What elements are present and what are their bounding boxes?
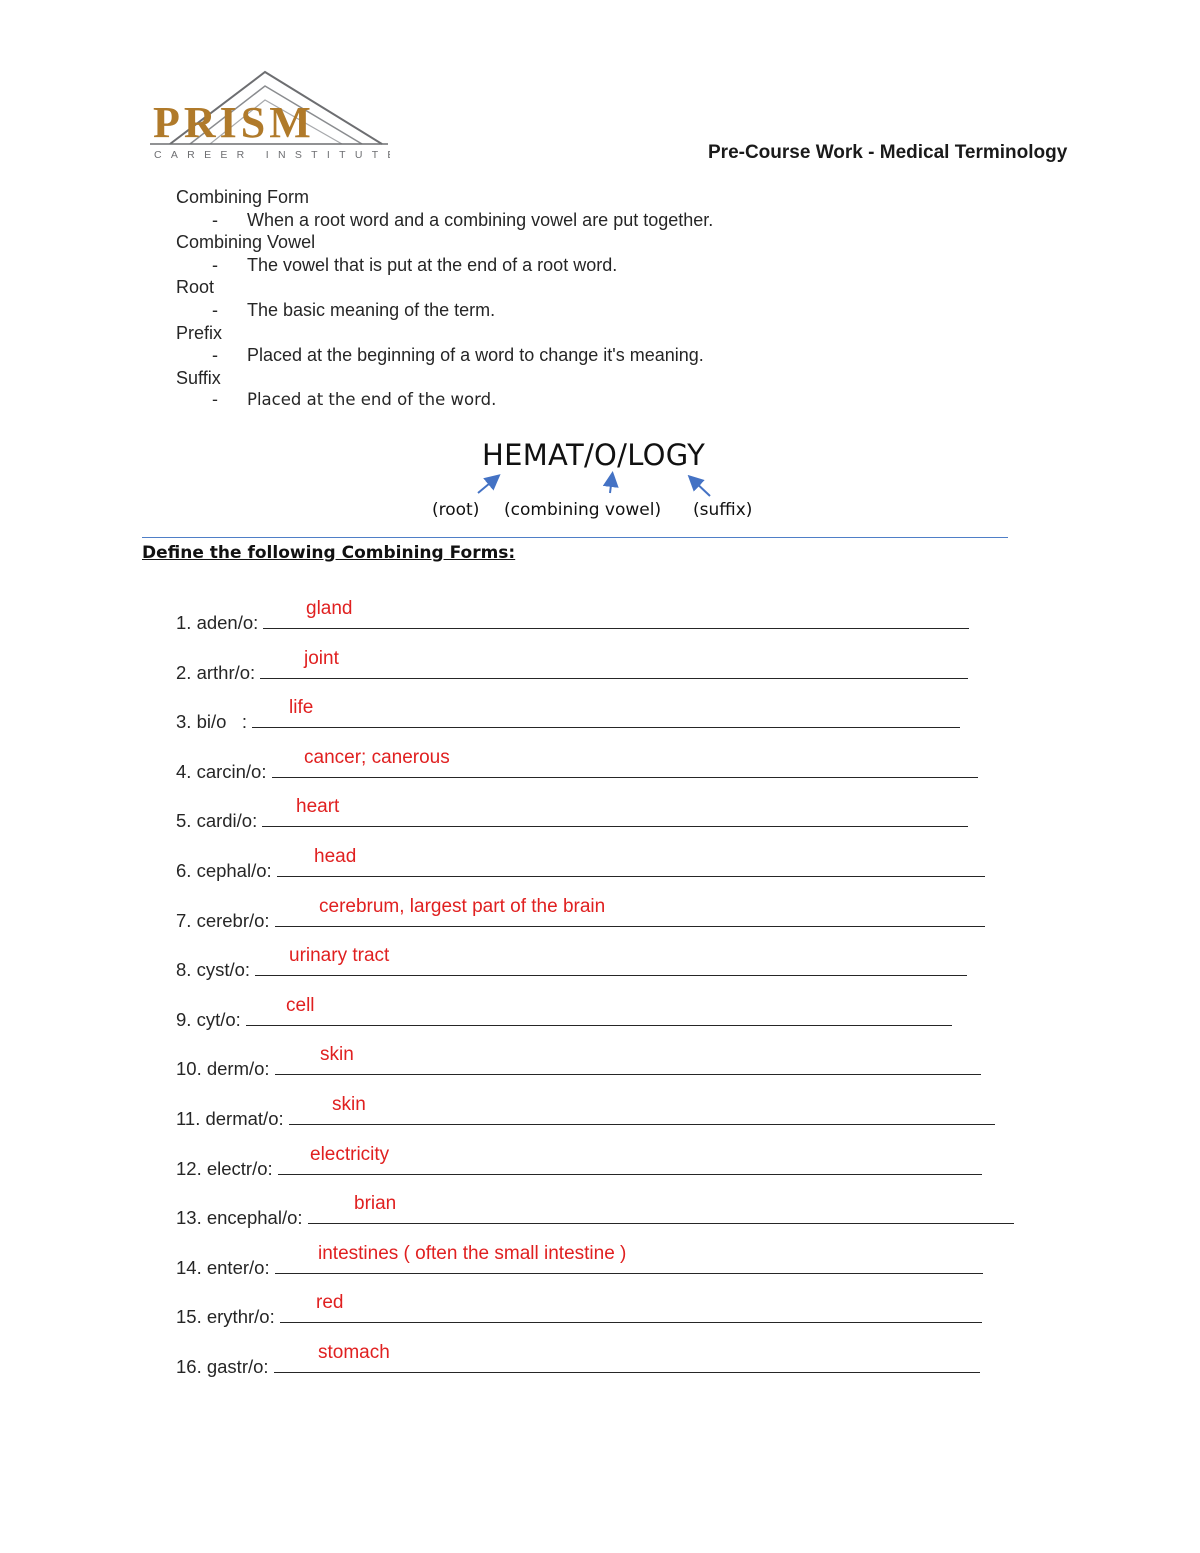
item-answer: urinary tract: [289, 945, 390, 967]
svg-text:PRISM: PRISM: [153, 98, 315, 147]
combining-forms-list: [176, 598, 1076, 1404]
item-question: 12. electr/o:: [176, 1157, 278, 1179]
def-dash: -: [212, 299, 218, 320]
item-question: 13. encephal/o:: [176, 1207, 308, 1229]
item-line: [176, 1106, 995, 1130]
item-line: [176, 1156, 982, 1180]
svg-text:CAREER INSTITUTE: CAREER INSTITUTE: [154, 149, 390, 161]
item-answer: intestines ( often the small intestine ): [318, 1242, 627, 1264]
def-dash: -: [212, 345, 218, 366]
answer-blank: [308, 1205, 1014, 1224]
item-answer: skin: [320, 1044, 354, 1066]
arrow-icon: [692, 479, 710, 496]
word-part-diagram: [420, 438, 780, 528]
def-term: Combining Form: [176, 187, 310, 207]
item-answer: gland: [306, 598, 353, 619]
def-text: Placed at the beginning of a word to change it's meaning.: [247, 345, 704, 366]
def-line: [176, 254, 618, 277]
item-question: 5. cardi/o:: [176, 810, 263, 832]
list-item: [176, 1242, 1076, 1305]
item-question: 2. arthr/o:: [176, 661, 261, 683]
item-line: [176, 759, 978, 783]
list-item: [176, 796, 1076, 858]
item-answer: cancer; canerous: [304, 746, 450, 768]
section-heading: Define the following Combining Forms:: [142, 543, 516, 563]
def-line: [176, 389, 497, 412]
arrow-icon: [610, 477, 612, 493]
item-answer: red: [316, 1292, 344, 1314]
def-text: When a root word and a combining vowel are put together.: [247, 209, 714, 230]
def-term: Root: [176, 277, 215, 298]
item-answer: cerebrum, largest part of the brain: [319, 895, 606, 917]
page-title: Pre-Course Work - Medical Terminology: [708, 142, 1068, 163]
list-item: [176, 845, 1076, 908]
item-question: 7. cerebr/o:: [176, 909, 275, 931]
item-question: 3. bi/o :: [176, 711, 253, 733]
def-dash: -: [212, 209, 218, 230]
item-question: 9. cyt/o:: [176, 1008, 246, 1030]
def-line: [176, 209, 714, 232]
item-answer: electricity: [310, 1143, 390, 1165]
answer-blank: [275, 1056, 981, 1075]
answer-blank: [263, 610, 969, 629]
item-question: 8. cyst/o:: [176, 959, 256, 981]
item-question: 6. cephal/o:: [176, 859, 277, 881]
item-answer: stomach: [318, 1341, 390, 1363]
item-line: [176, 1304, 982, 1328]
diagram-label-suffix: (suffix): [693, 500, 753, 520]
def-line: [176, 344, 704, 367]
item-line: [176, 808, 968, 832]
diagram-label-root: (root): [432, 500, 480, 520]
list-item: [176, 1143, 1076, 1206]
item-answer: head: [314, 845, 357, 867]
item-question: 16. gastr/o:: [176, 1355, 274, 1377]
item-answer: life: [289, 697, 314, 719]
divider: [142, 537, 1008, 538]
answer-blank: [252, 709, 960, 728]
diagram-word: HEMAT/O/LOGY: [482, 438, 706, 472]
item-line: [176, 660, 968, 684]
answer-blank: [246, 1007, 952, 1026]
answer-blank: [289, 1106, 995, 1125]
item-question: 4. carcin/o:: [176, 760, 272, 782]
definitions-list: [176, 186, 714, 412]
answer-blank: [277, 858, 985, 877]
def-term: Suffix: [176, 367, 221, 388]
item-question: 14. enter/o:: [176, 1256, 275, 1278]
answer-blank: [262, 808, 968, 827]
item-question: 10. derm/o:: [176, 1058, 275, 1080]
item-question: 1. aden/o:: [176, 612, 264, 633]
item-question: 11. dermat/o:: [176, 1107, 289, 1129]
prism-logo-graphic: [150, 70, 390, 162]
def-text: The vowel that is put at the end of a root word.: [247, 254, 618, 275]
item-line: [176, 1205, 1014, 1229]
item-answer: heart: [296, 796, 340, 818]
prism-logo: [150, 70, 390, 162]
list-item: [176, 1044, 1076, 1106]
item-answer: cell: [286, 994, 315, 1016]
list-item: [176, 1292, 1076, 1354]
list-item: [176, 1341, 1076, 1404]
diagram-label-combining-vowel: (combining vowel): [504, 500, 662, 520]
item-line: [176, 858, 985, 882]
def-dash: -: [212, 390, 218, 410]
answer-blank: [280, 1304, 982, 1323]
item-answer: brian: [354, 1193, 397, 1215]
def-term: Combining Vowel: [176, 232, 316, 253]
def-line: [176, 299, 496, 322]
item-line: [176, 1354, 980, 1378]
item-question: 15. erythr/o:: [176, 1306, 280, 1328]
item-line: [176, 1056, 981, 1080]
def-text: The basic meaning of the term.: [247, 299, 496, 320]
item-line: [176, 610, 969, 634]
def-term: Prefix: [176, 322, 223, 343]
def-dash: -: [212, 254, 218, 275]
item-answer: joint: [304, 647, 339, 669]
list-item: [176, 994, 1076, 1057]
answer-blank: [260, 660, 968, 679]
item-answer: skin: [332, 1093, 366, 1115]
def-text: Placed at the end of the word.: [247, 390, 497, 410]
arrow-icon: [478, 478, 496, 493]
